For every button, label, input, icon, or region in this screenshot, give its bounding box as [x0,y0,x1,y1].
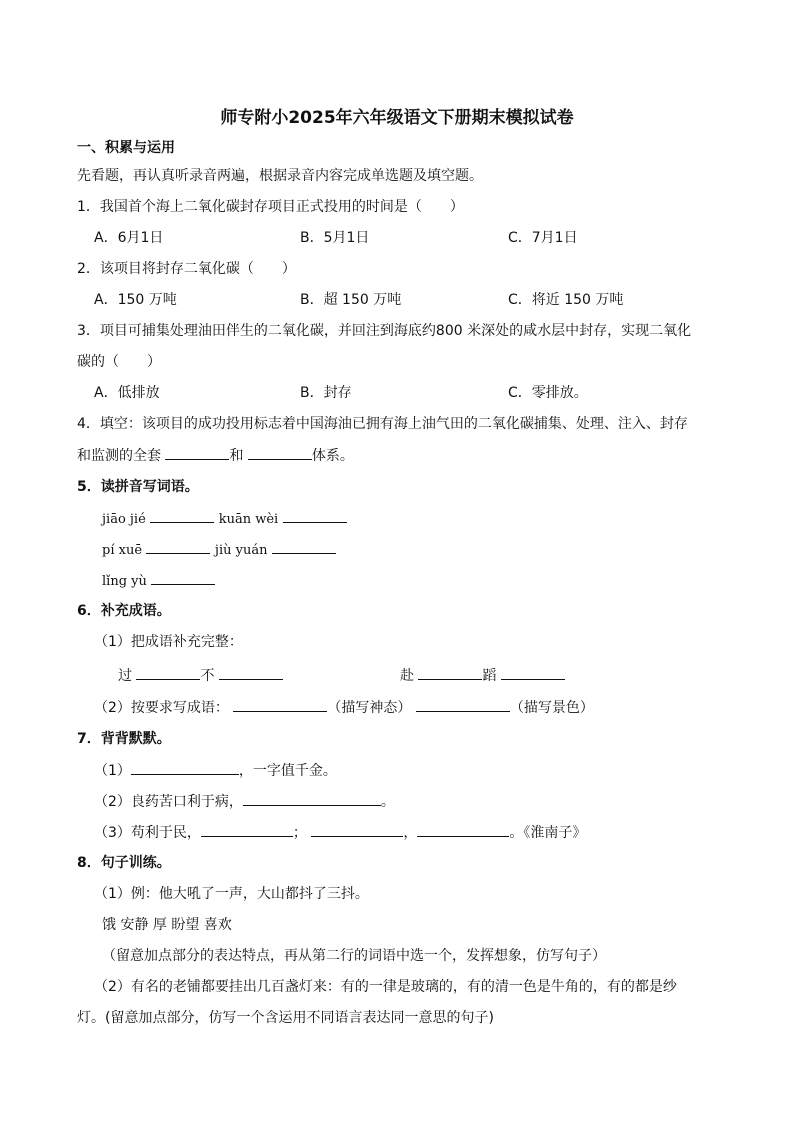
q5-label: 5．读拼音写词语。 [77,479,199,495]
q3-option-c: C．零排放。 [508,385,588,401]
q1-option-b: B．5月1日 [300,230,370,246]
answer-blank[interactable] [131,760,239,775]
pinyin-item: lǐng yù [102,574,147,589]
q3-stem-line1: 3．项目可捕集处理油田伴生的二氧化碳，并回注到海底约800 米深处的咸水层中封存，实现二氧化 [77,323,692,339]
answer-blank[interactable] [165,445,229,460]
pinyin-row-1 [102,508,347,530]
answer-blank[interactable] [501,665,565,680]
answer-blank[interactable] [416,697,510,712]
q8-label: 8．句子训练。 [77,855,171,871]
q2-option-a: A．150 万吨 [94,292,177,308]
q1-stem: 1．我国首个海上二氧化碳封存项目正式投用的时间是（ ） [77,199,464,215]
idiom-char: 不 [200,668,215,684]
q7-text: （3）苟利于民， [94,825,201,841]
q7-text: ， [403,825,418,841]
answer-blank[interactable] [150,508,214,523]
pinyin-row-3 [102,570,215,592]
q7-label: 7．背背默默。 [77,731,171,747]
q7-text: ； [292,825,307,841]
idiom-char: 蹈 [482,668,497,684]
q8-example: （1）例：他大吼了一声，大山都抖了三抖。 [94,886,369,902]
pinyin-item: jiù yuán [214,543,268,558]
q6-sub2-hint-1: （描写神态） [327,700,412,716]
q7-text: （2）良药苦口利于病， [94,794,243,810]
q6-sub2-label: （2）按要求写成语： [94,700,229,716]
pinyin-item: pí xuē [102,543,143,558]
q4-stem-line2 [77,445,354,466]
q7-line3 [94,822,586,843]
answer-blank[interactable] [243,791,381,806]
q3-stem-line2: 碳的（ ） [77,354,161,370]
answer-blank[interactable] [219,665,283,680]
q7-line1 [94,760,337,781]
exam-title: 师专附小2025年六年级语文下册期末模拟试卷 [220,108,574,128]
section-heading: 一、积累与运用 [77,140,175,156]
q6-sub2-hint-2: （描写景色） [509,700,594,716]
q4-text-b: 和 [229,448,244,464]
q3-option-b: B．封存 [300,385,352,401]
q3-option-a: A．低排放 [94,385,160,401]
q7-source: 。《淮南子》 [509,825,587,841]
listening-instruction: 先看题，再认真听录音两遍，根据录音内容完成单选题及填空题。 [77,168,483,184]
q4-stem-line1: 4．填空：该项目的成功投用标志着中国海油已拥有海上油气田的二氧化碳捕集、处理、注入、封存 [77,416,688,432]
idiom-char: 过 [118,668,132,684]
q4-text-c: 体系。 [311,448,354,464]
q7-text: 。 [380,794,395,810]
q2-stem: 2．该项目将封存二氧化碳（ ） [77,261,296,277]
q1-option-a: A．6月1日 [94,230,164,246]
answer-blank[interactable] [146,539,210,554]
answer-blank[interactable] [136,665,200,680]
q6-label: 6．补充成语。 [77,603,171,619]
q7-line2 [94,791,395,812]
pinyin-row-2 [102,539,336,561]
q4-text-a: 和监测的全套 [77,448,161,464]
answer-blank[interactable] [417,822,509,837]
q7-num: （1） [94,763,131,779]
q1-option-c: C．7月1日 [508,230,578,246]
idiom-1 [118,665,283,686]
idiom-char: 赴 [400,668,414,684]
pinyin-item: jiāo jié [102,512,146,527]
answer-blank[interactable] [272,539,336,554]
q8-s2-line2: 灯。(留意加点部分，仿写一个含运用不同语言表达同一意思的句子) [77,1010,494,1026]
q7-text: ，一字值千金。 [238,763,337,779]
answer-blank[interactable] [283,508,347,523]
q8-word-list: 饿 安静 厚 盼望 喜欢 [102,917,232,933]
answer-blank[interactable] [233,697,327,712]
q6-sub2 [94,697,594,718]
q2-option-b: B．超 150 万吨 [300,292,402,308]
answer-blank[interactable] [311,822,403,837]
idiom-2 [400,665,565,686]
answer-blank[interactable] [201,822,293,837]
q2-option-c: C．将近 150 万吨 [508,292,624,308]
q8-note: （留意加点部分的表达特点，再从第二行的词语中选一个，发挥想象，仿写句子） [102,948,606,964]
answer-blank[interactable] [248,445,312,460]
answer-blank[interactable] [151,570,215,585]
q6-sub1: （1）把成语补充完整： [94,634,243,650]
q8-s2-line1: （2）有名的老铺都要挂出几百盏灯来：有的一律是玻璃的，有的清一色是牛角的，有的都是纱 [94,979,677,995]
pinyin-item: kuān wèi [218,512,279,527]
answer-blank[interactable] [418,665,482,680]
